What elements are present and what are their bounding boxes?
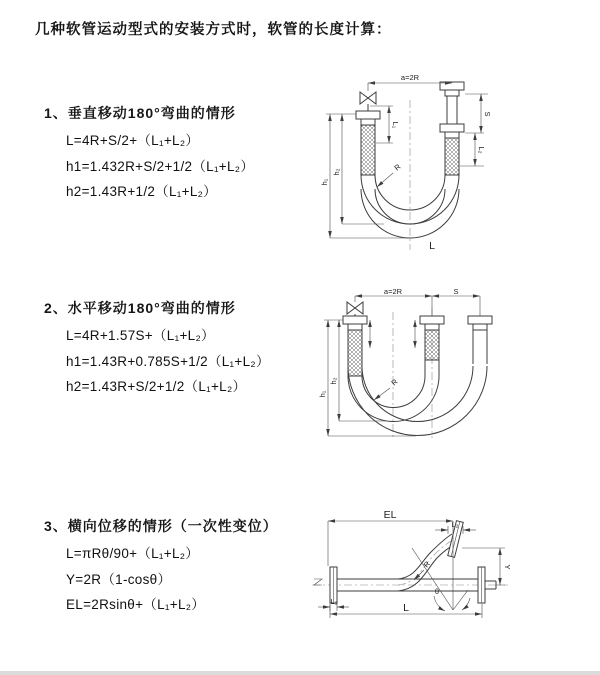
diagram-lateral-displacement [310, 506, 595, 658]
radius-leader [374, 377, 400, 400]
flange [425, 324, 439, 330]
section-3-heading: 3、横向位移的情形（一次性变位） [44, 518, 278, 534]
u-bend-hose-arcs [348, 330, 487, 436]
braided-hose-section [425, 330, 439, 360]
dimension-L1 [318, 597, 349, 611]
dim-label-l2: L₂ [477, 146, 486, 154]
section-2-heading: 2、水平移动180°弯曲的情形 [44, 300, 236, 316]
dim-label-y: Y [503, 564, 512, 570]
flange [420, 316, 444, 324]
middle-riser [420, 316, 444, 360]
axis-break-mark [314, 579, 322, 585]
diagram-vertical-180-bend [318, 70, 590, 257]
section-3-formulas [66, 541, 278, 618]
braided-hose-section [348, 330, 362, 376]
flange [473, 324, 487, 330]
formula-L: L=4R+1.57S+（L₁+L₂） [66, 328, 215, 343]
dim-label-h2: h₂ [332, 168, 341, 176]
diagram-horizontal-180-bend [318, 286, 590, 448]
dim-label-h1: h₁ [320, 178, 329, 186]
dimension-a2r [368, 73, 452, 91]
radius-label: R [389, 377, 400, 388]
right-riser [468, 316, 492, 330]
flange [361, 119, 375, 125]
dimension-S [465, 94, 492, 133]
pipe-stub [447, 96, 457, 124]
section-1-heading: 1、垂直移动180°弯曲的情形 [44, 105, 236, 121]
flange [468, 316, 492, 324]
valve-icon [360, 92, 376, 111]
page-title: 几种软管运动型式的安装方式时，软管的长度计算： [35, 22, 392, 38]
dim-label-l1: L₁ [391, 121, 400, 129]
angle-construction [412, 521, 470, 611]
dim-label-el: EL [383, 509, 397, 521]
dimension-L [330, 602, 482, 618]
dim-label-l: L [429, 240, 435, 252]
right-riser [440, 82, 464, 175]
formula-h2: h2=1.43R+S/2+1/2（L₁+L₂） [66, 379, 247, 394]
dim-label-a2r: a=2R [400, 73, 420, 82]
dim-label-a2r: a=2R [383, 287, 403, 296]
dimension-a2r [355, 287, 480, 316]
formula-h1: h1=1.432R+S/2+1/2（L₁+L₂） [66, 158, 255, 174]
formula-h2: h2=1.43R+1/2（L₁+L₂） [66, 184, 217, 199]
dimension-EL [328, 509, 453, 566]
formula-EL: EL=2Rsinθ+（L₁+L₂） [66, 597, 206, 612]
valve-icon [347, 302, 363, 316]
left-riser [356, 92, 380, 175]
page-edge [0, 671, 600, 675]
dim-label-s: S [483, 111, 492, 117]
dim-label-l: L [403, 602, 409, 614]
radius-leader [377, 162, 403, 187]
left-riser [343, 302, 367, 376]
section-1-formulas [66, 128, 254, 205]
braided-hose-section [445, 138, 459, 175]
flange [356, 111, 380, 119]
dim-label-l2: L₂ [451, 520, 459, 529]
section-2-formulas [66, 323, 270, 400]
formula-L: L=πRθ/90+（L₁+L₂） [66, 546, 200, 561]
flange [445, 132, 459, 138]
formula-Y: Y=2R（1-cosθ） [66, 571, 172, 587]
formula-h1: h1=1.43R+0.785S+1/2（L₁+L₂） [66, 353, 270, 369]
angle-label: θ [434, 587, 440, 596]
braided-hose-section [361, 125, 375, 175]
dim-label-l1: L₁ [330, 597, 338, 606]
radius-label: R [392, 162, 403, 173]
formula-L: L=4R+S/2+（L₁+L₂） [66, 133, 200, 148]
flange [348, 324, 362, 330]
dimension-L2 [460, 133, 486, 166]
flange [445, 90, 459, 96]
radius-label: R [421, 559, 433, 570]
flange [440, 124, 464, 132]
dim-label-s: S [453, 287, 459, 296]
dim-label-h2: h₂ [329, 377, 338, 385]
section-vertical-movement [44, 103, 254, 205]
dimension-S [432, 287, 480, 296]
section-horizontal-movement [44, 298, 270, 400]
small-end-dimension [370, 320, 415, 348]
dim-label-h1: h₁ [318, 390, 327, 398]
flange [343, 316, 367, 324]
section-lateral-displacement [44, 516, 278, 618]
